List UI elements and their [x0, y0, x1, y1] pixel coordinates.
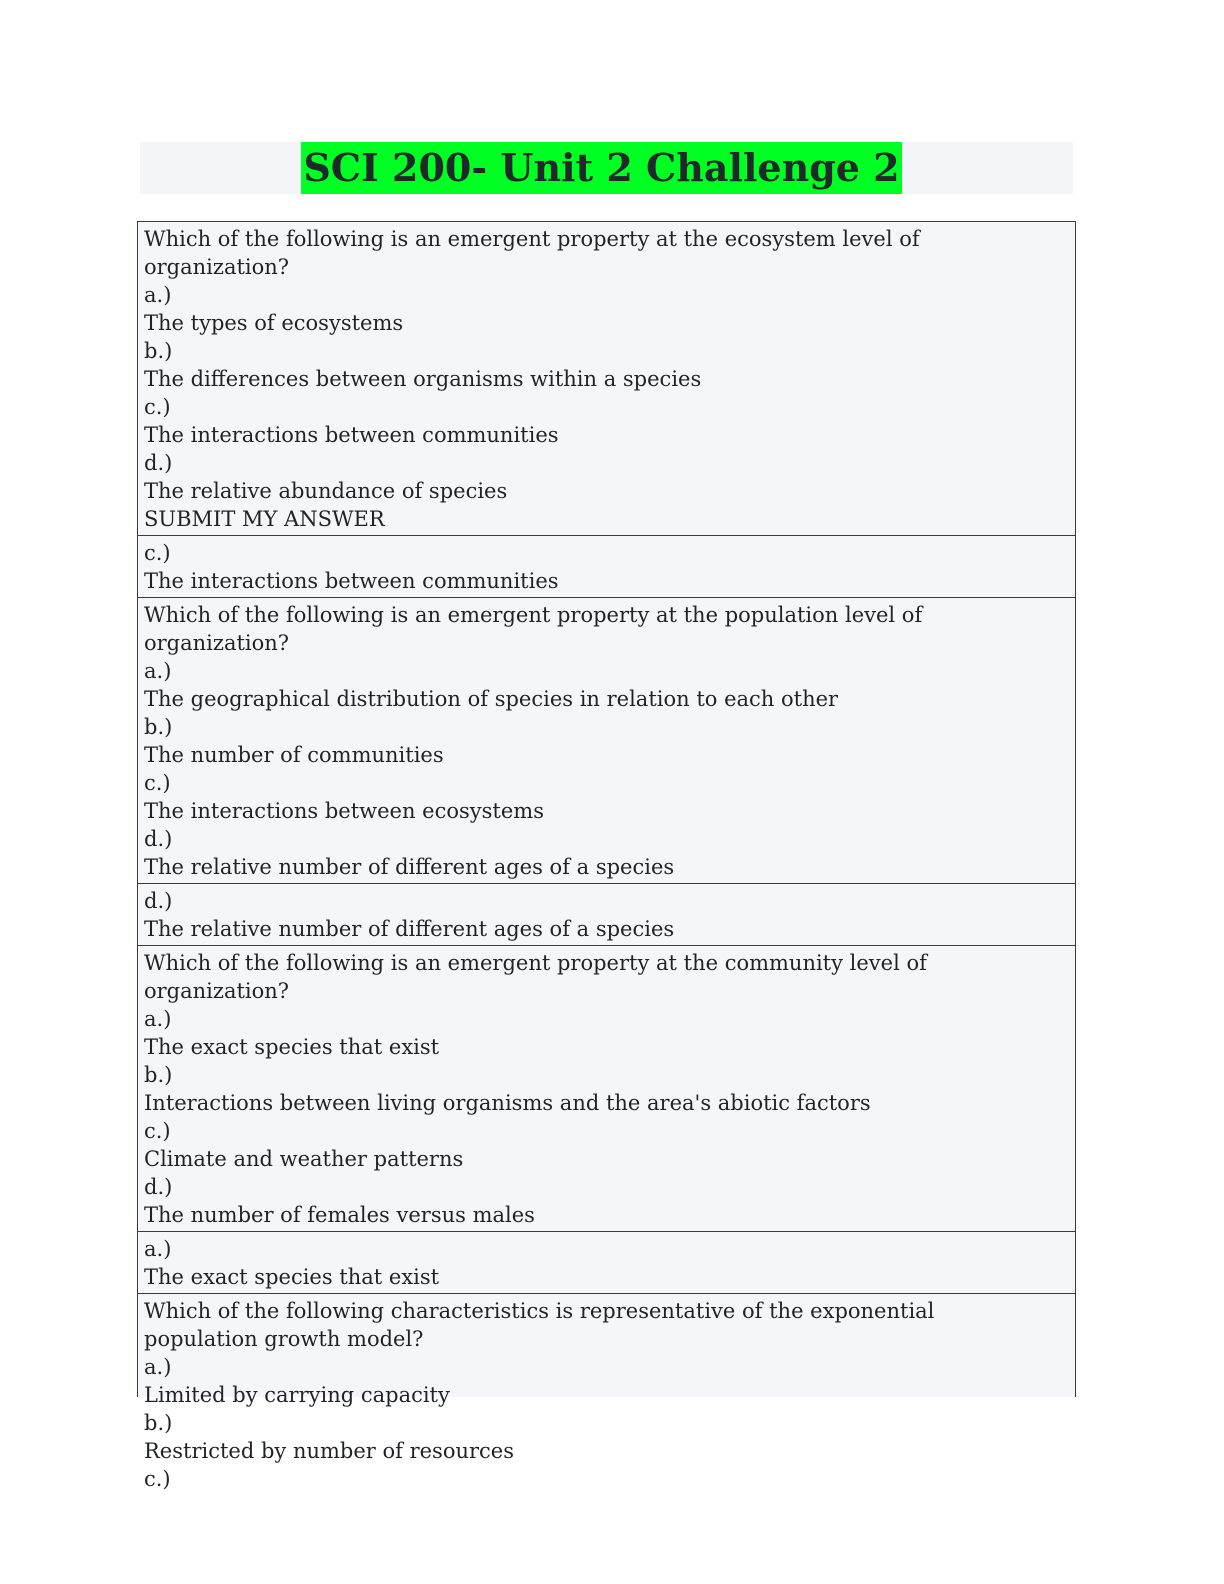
answer-letter: a.) — [144, 1237, 172, 1261]
option-text: The number of communities — [144, 743, 444, 767]
question-cell — [138, 598, 1075, 884]
answer-cell — [138, 1232, 1075, 1294]
question-text: Which of the following is an emergent property at the community level of organization? — [144, 951, 927, 1003]
document-title: SCI 200- Unit 2 Challenge 2 — [301, 142, 901, 194]
submit-answer-label: SUBMIT MY ANSWER — [144, 507, 385, 531]
option-letter: a.) — [144, 1007, 172, 1031]
option-letter: c.) — [144, 1119, 171, 1143]
option-letter: c.) — [144, 771, 171, 795]
option-letter: b.) — [144, 339, 173, 363]
option-letter: b.) — [144, 715, 173, 739]
answer-text: The interactions between communities — [144, 569, 559, 593]
option-letter: c.) — [144, 1467, 171, 1491]
option-text: Interactions between living organisms and the area's abiotic factors — [144, 1091, 871, 1115]
question-text: Which of the following characteristics is representative of the exponential population growth model? — [144, 1299, 935, 1351]
option-text: Limited by carrying capacity — [144, 1383, 450, 1407]
question-cell — [138, 1294, 1075, 1495]
answer-cell — [138, 884, 1075, 946]
question-text: Which of the following is an emergent property at the population level of organization? — [144, 603, 923, 655]
option-letter: a.) — [144, 659, 172, 683]
option-letter: d.) — [144, 1175, 173, 1199]
option-text: The geographical distribution of species in relation to each other — [144, 687, 839, 711]
question-text: Which of the following is an emergent property at the ecosystem level of organization? — [144, 227, 920, 279]
option-text: The relative number of different ages of a species — [144, 855, 675, 879]
option-text: The interactions between ecosystems — [144, 799, 544, 823]
option-letter: a.) — [144, 1355, 172, 1379]
answer-text: The relative number of different ages of a species — [144, 917, 675, 941]
answer-cell — [138, 536, 1075, 598]
qa-table — [137, 221, 1076, 1491]
question-cell — [138, 946, 1075, 1232]
option-letter: a.) — [144, 283, 172, 307]
option-text: Restricted by number of resources — [144, 1439, 514, 1463]
option-text: The number of females versus males — [144, 1203, 535, 1227]
option-letter: b.) — [144, 1063, 173, 1087]
option-text: The types of ecosystems — [144, 311, 404, 335]
answer-letter: d.) — [144, 889, 173, 913]
option-text: The differences between organisms within a species — [144, 367, 702, 391]
option-text: The relative abundance of species — [144, 479, 508, 503]
option-letter: b.) — [144, 1411, 173, 1435]
answer-text: The exact species that exist — [144, 1265, 440, 1289]
answer-letter: c.) — [144, 541, 171, 565]
question-cell — [138, 222, 1075, 536]
option-letter: d.) — [144, 827, 173, 851]
option-text: The interactions between communities — [144, 423, 559, 447]
title-band — [140, 142, 1073, 194]
option-letter: d.) — [144, 451, 173, 475]
option-text: Climate and weather patterns — [144, 1147, 464, 1171]
option-text: The exact species that exist — [144, 1035, 440, 1059]
option-letter: c.) — [144, 395, 171, 419]
